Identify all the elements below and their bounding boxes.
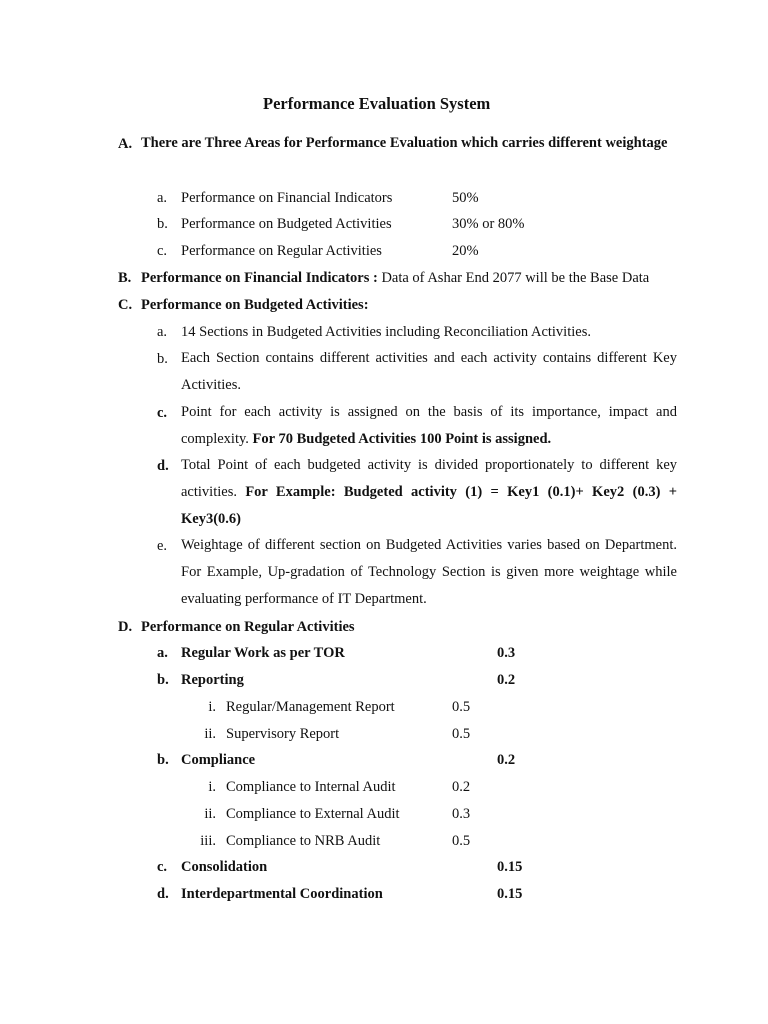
section-d-sub-marker: i. [208, 779, 216, 795]
section-a-item-label: Performance on Financial Indicators [181, 190, 393, 206]
section-d-item-marker: c. [157, 859, 168, 875]
section-d-item-marker: b. [157, 672, 169, 688]
section-a-item-label: Performance on Budgeted Activities [181, 216, 392, 232]
section-d-item-label: Compliance [181, 752, 256, 768]
section-d-sub-marker: i. [208, 699, 216, 715]
section-c-letter: C. [118, 297, 133, 313]
section-d-heading: Performance on Regular Activities [141, 619, 355, 635]
section-d-item-label: Consolidation [181, 859, 268, 875]
section-d-sub-value: 0.3 [452, 806, 471, 822]
section-d-sub-marker: ii. [204, 806, 216, 822]
section-c-item-text: Weightage of different section on Budgeted Activities varies based on Department. For Example, Up-gradation of Technology Section is given more weightage while evaluating performance of IT Department. [181, 537, 677, 607]
section-d-item-value: 0.15 [497, 859, 523, 875]
section-d-letter: D. [118, 619, 133, 635]
section-d-item-value: 0.2 [497, 672, 516, 688]
section-c-item-text: Total Point of each budgeted activity is divided proportionately to different key activities. [181, 457, 677, 500]
section-d-item-value: 0.15 [497, 886, 523, 902]
section-d-sub-value: 0.2 [452, 779, 471, 795]
section-d-item-marker: b. [157, 752, 169, 768]
section-c-item-marker: a. [157, 324, 168, 340]
section-c-item-text: Point for each activity is assigned on the basis of its importance, impact and complexity. [181, 404, 677, 447]
section-c-item-text: Each Section contains different activities and each activity contains different Key Activities. [181, 350, 677, 393]
section-d-sub-value: 0.5 [452, 833, 471, 849]
section-d-item-label: Regular Work as per TOR [181, 645, 345, 661]
section-d-item-value: 0.3 [497, 645, 516, 661]
section-d-sub-marker: iii. [200, 833, 216, 849]
section-d-sub-label: Compliance to NRB Audit [226, 833, 381, 849]
section-d-sub-label: Compliance to External Audit [226, 806, 400, 822]
section-d-sub-label: Supervisory Report [226, 726, 340, 742]
section-c-item-marker: c. [157, 405, 168, 421]
section-d-sub-label: Compliance to Internal Audit [226, 779, 396, 795]
section-b-text: Data of Ashar End 2077 will be the Base Data [381, 270, 650, 286]
section-d-item-marker: d. [157, 886, 169, 902]
section-a-item-marker: b. [157, 216, 168, 232]
section-c-item-bold: For 70 Budgeted Activities 100 Point is assigned. [252, 431, 552, 447]
section-a-item-value: 30% or 80% [452, 216, 525, 232]
section-a-text: There are Three Areas for Performance Evaluation which carries different weightage [141, 135, 668, 151]
section-c-heading: Performance on Budgeted Activities: [141, 297, 369, 313]
section-b-heading: Performance on Financial Indicators : [141, 270, 378, 286]
section-b-letter: B. [118, 270, 132, 286]
section-c-item-bold: For Example: Budgeted activity (1) = Key1 (0.1)+ Key2 (0.3) + Key3(0.6) [181, 484, 677, 527]
section-d-item-marker: a. [157, 645, 168, 661]
section-d-item-value: 0.2 [497, 752, 516, 768]
section-a-item-value: 20% [452, 243, 479, 259]
section-a-item-marker: a. [157, 190, 168, 206]
section-c-item-marker: b. [157, 351, 168, 367]
section-c-item-marker: e. [157, 538, 168, 554]
section-c-item-text: 14 Sections in Budgeted Activities including Reconciliation Activities. [181, 324, 591, 340]
page-title: Performance Evaluation System [263, 94, 491, 113]
section-a-letter: A. [118, 136, 133, 152]
section-d-item-label: Reporting [181, 672, 244, 688]
section-c-item-paragraph [181, 399, 677, 453]
section-d-sub-label: Regular/Management Report [226, 699, 395, 715]
section-d-sub-value: 0.5 [452, 699, 471, 715]
section-c-item-paragraph [181, 452, 677, 533]
section-d-item-label: Interdepartmental Coordination [181, 886, 383, 902]
section-a-item-value: 50% [452, 190, 479, 206]
section-c-item-marker: d. [157, 458, 169, 474]
section-a-item-label: Performance on Regular Activities [181, 243, 382, 259]
section-d-sub-marker: ii. [204, 726, 216, 742]
section-d-sub-value: 0.5 [452, 726, 471, 742]
section-a-item-marker: c. [157, 243, 168, 259]
section-b-line [141, 271, 649, 286]
